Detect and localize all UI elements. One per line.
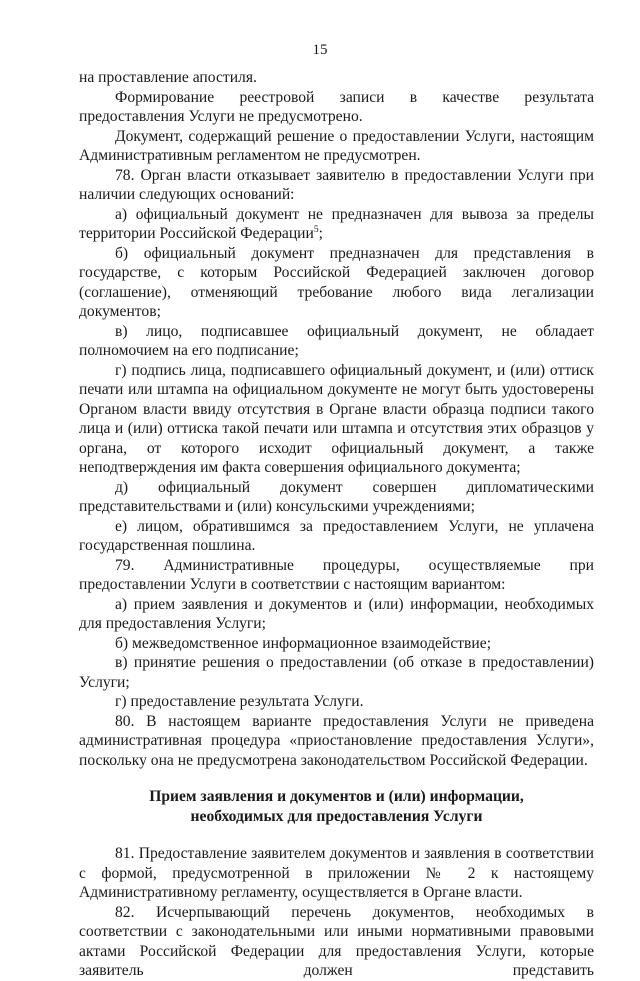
paragraph [79,692,594,712]
paragraph [79,556,594,595]
section-heading-line-1: Прием заявления и документов и (или) информации, [149,788,524,805]
paragraph [79,903,594,981]
paragraph-text: г) подпись лица, подписавшего официальный документ, и (или) оттиск печати или штампа на официальном документе не могут быть удостоверены Органом власти ввиду отсутствия в Органе власти образца подписи такого лица и (или) оттиска такой печати или штампа и отсутствия этих образцов у органа, от которого исходит официальный документ, а также неподтверждения им факта совершения официального документа; [79,361,594,476]
paragraph [79,205,594,244]
section-heading-line-2: необходимых для предоставления Услуги [190,807,483,825]
paragraph-text: е) лицом, обратившимся за предоставлением Услуги, не уплачена государственная пошлина. [79,517,594,554]
paragraph [79,478,594,517]
paragraph-text: 78. Орган власти отказывает заявителю в предоставлении Услуги при наличии следующих оснований: [79,166,594,203]
paragraph-text: в) принятие решения о предоставлении (об отказе в предоставлении) Услуги; [79,654,594,691]
paragraph-text: а) официальный документ не предназначен для вывоза за пределы территории Российской Федерации [79,205,594,242]
document-body [79,68,594,981]
paragraph [79,244,594,322]
paragraph-text: Формирование реестровой записи в качестве результата предоставления Услуги не предусмотрено. [79,88,594,125]
paragraph [79,322,594,361]
paragraph [79,68,594,88]
paragraph-text: б) официальный документ предназначен для представления в государстве, с которым Российской Федерацией заключен договор (соглашение), отменяющий требование любого вида легализации документов; [79,244,594,320]
paragraph-text: д) официальный документ совершен дипломатическими представительствами и (или) консульскими учреждениями; [79,478,594,515]
paragraph [79,166,594,205]
paragraph [79,127,594,166]
paragraph [79,844,594,903]
paragraph-text: б) межведомственное информационное взаимодействие; [115,634,492,652]
paragraph [79,634,594,654]
paragraph [79,712,594,771]
paragraph-text: г) предоставление результата Услуги. [115,693,364,710]
paragraph [79,361,594,478]
paragraph-tail: ; [318,225,323,242]
paragraph-text: в) лицо, подписавшее официальный документ, не обладает полномочием на его подписание; [79,322,594,359]
footnote-marker: 5 [313,225,319,235]
paragraph-text: 81. Предоставление заявителем документов и заявления в соответствии с формой, предусмотренной в приложении № 2 к настоящему Административному регламенту, осуществляется в Органе власти. [79,845,594,901]
section-heading [79,787,594,826]
paragraph-text: 80. В настоящем варианте предоставления Услуги не приведена административная процедура «приостановление предоставления Услуги», поскольку она не предусмотрена законодательством Российской Федерации. [79,712,594,769]
paragraph-text: 79. Административные процедуры, осуществляемые при предоставлении Услуги в соответствии с настоящим вариантом: [79,556,594,593]
paragraph [79,517,594,556]
paragraph [79,595,594,634]
paragraph-text: а) прием заявления и документов и (или) информации, необходимых для предоставления Услуги; [79,595,594,632]
paragraph [79,653,594,692]
paragraph [79,88,594,127]
paragraph-group-bottom [79,844,594,981]
paragraph-text: 82. Исчерпывающий перечень документов, необходимых в соответствии с законодательными или иными нормативными правовыми актами Российской Федерации для предоставления Услуги, которые заявитель должен представить [79,903,594,979]
paragraph-text: на проставление апостиля. [79,69,257,86]
paragraph-group-top [79,68,594,770]
paragraph-text: Документ, содержащий решение о предоставлении Услуги, настоящим Административным регламентом не предусмотрен. [79,127,594,164]
page-number: 15 [312,42,328,58]
